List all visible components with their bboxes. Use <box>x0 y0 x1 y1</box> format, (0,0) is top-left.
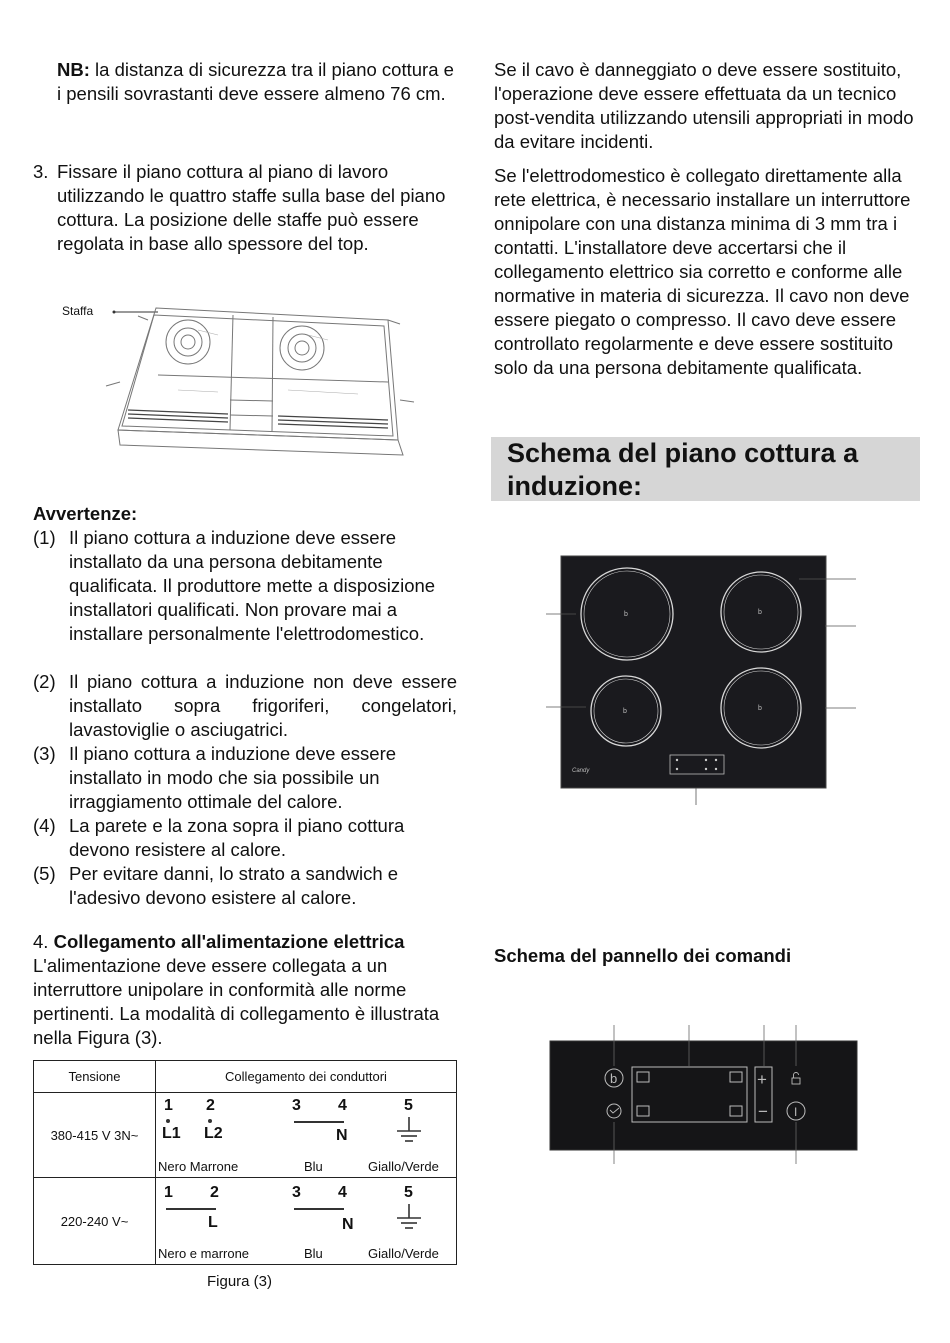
svg-text:b: b <box>758 705 762 712</box>
wire-color-label: Blu <box>304 1159 323 1174</box>
terminal-term: L1 <box>162 1125 181 1142</box>
live-bridge <box>166 1208 216 1210</box>
table-row-voltage: 220-240 V~ <box>34 1178 156 1265</box>
section-4-text: L'alimentazione deve essere collegata a un interruttore unipolare in conformità alle norme pertinenti. La modalità di collegamento è illustrata nella Figura (3). <box>33 955 440 1048</box>
hob-scheme-title: Schema del piano cottura a induzione: <box>491 437 920 501</box>
terminal-term: N <box>342 1216 354 1233</box>
table-row-wiring <box>156 1093 457 1178</box>
cable-damage-paragraph: Se il cavo è danneggiato o deve essere sostituito, l'operazione deve essere effettuata da un tecnico post-vendita utilizzando utensili appropriati in modo da evitare incidenti. <box>494 59 914 152</box>
bracket-illustration <box>58 290 428 490</box>
terminal-label: 5 <box>404 1184 413 1201</box>
neutral-bridge <box>294 1121 344 1123</box>
terminal-term: N <box>336 1127 348 1144</box>
wire-color-label: Nero Marrone <box>158 1159 239 1174</box>
table-row-voltage: 380-415 V 3N~ <box>34 1093 156 1178</box>
warning-text: Il piano cottura a induzione deve essere installato da una persona debitamente qualificata. Il produttore mette a disposizione installatori qualificati. Non provare mai a installare personalmente l'elettrodomestico. <box>69 527 436 644</box>
wire-color-label: Nero e marrone <box>158 1246 250 1261</box>
table-row-wiring <box>156 1178 457 1265</box>
terminal-term: L2 <box>204 1125 223 1142</box>
terminal-label: 5 <box>404 1097 413 1114</box>
warning-number: (1) <box>33 527 56 548</box>
hob-brand-logo: Candy <box>572 768 590 774</box>
table-header-wiring: Collegamento dei conduttori <box>156 1061 457 1093</box>
svg-text:b: b <box>624 611 628 618</box>
warning-text: Il piano cottura a induzione deve essere installato in modo che sia possibile un irraggiamento ottimale del calore. <box>69 743 397 812</box>
terminal-label: 4 <box>338 1184 347 1201</box>
nb-label: NB: <box>57 59 90 80</box>
warning-number: (3) <box>33 743 56 764</box>
hob-bottom-drawing <box>58 290 428 490</box>
wire-color-label: Blu <box>304 1246 323 1261</box>
nb-text: la distanza di sicurezza tra il piano cottura e i pensili sovrastanti deve essere almeno 76 cm. <box>57 59 454 104</box>
step-3-number: 3. <box>33 161 49 182</box>
wire-color-label: Giallo/Verde <box>368 1246 439 1261</box>
terminal-label: 4 <box>338 1097 347 1114</box>
svg-text:b: b <box>758 609 762 616</box>
figure-caption: Figura (3) <box>207 1273 273 1290</box>
warning-number: (5) <box>33 863 56 884</box>
warning-4 <box>33 814 457 862</box>
warning-text: La parete e la zona sopra il piano cottura devono resistere al calore. <box>69 815 405 860</box>
warning-5 <box>33 862 457 910</box>
terminal-dot <box>208 1119 212 1123</box>
warning-1 <box>33 526 457 646</box>
warning-number: (4) <box>33 815 56 836</box>
svg-text:−: − <box>758 1102 768 1121</box>
ground-icon <box>394 1202 424 1236</box>
warning-3 <box>33 742 457 814</box>
svg-text:b: b <box>610 1071 618 1086</box>
terminal-label: 2 <box>206 1097 215 1114</box>
control-panel-title: Schema del pannello dei comandi <box>494 945 792 966</box>
hob-diagram <box>540 550 870 810</box>
terminal-term: L <box>208 1214 218 1231</box>
step-3-text: Fissare il piano cottura al piano di lavoro utilizzando le quattro staffe sulla base del piano cottura. La posizione delle staffe può essere regolata in base allo spessore del top. <box>57 161 446 254</box>
terminal-label: 3 <box>292 1184 301 1201</box>
terminal-label: 2 <box>210 1184 219 1201</box>
svg-text:I: I <box>794 1105 798 1119</box>
warning-text: Per evitare danni, lo strato a sandwich e l'adesivo devono esistere al calore. <box>69 863 399 908</box>
section-4-heading <box>33 930 463 954</box>
terminal-label: 1 <box>164 1184 173 1201</box>
control-panel-diagram <box>540 1022 870 1167</box>
step-3 <box>33 160 457 256</box>
connection-table <box>33 1060 457 1265</box>
svg-text:+: + <box>757 1070 767 1089</box>
warning-number: (2) <box>33 671 56 692</box>
terminal-dot <box>166 1119 170 1123</box>
warnings-title: Avvertenze: <box>33 503 138 524</box>
section-4-title: Collegamento all'alimentazione elettrica <box>53 931 405 952</box>
warning-2 <box>33 670 457 742</box>
wire-color-label: Giallo/Verde <box>368 1159 439 1174</box>
warning-text: Il piano cottura a induzione non deve essere installato sopra frigoriferi, congelatori, lavastoviglie o asciugatrici. <box>69 671 457 740</box>
section-4-number: 4. <box>33 931 49 952</box>
control-panel-drawing <box>540 1022 870 1167</box>
direct-connection-paragraph: Se l'elettrodomestico è collegato direttamente alla rete elettrica, è necessario installare un interruttore onnipolare con una distanza minima di 3 mm tra i contatti. L'installatore deve accertarsi che il collegamento elettrico sia corretto e conforme alle normative in materia di sicurezza. Il cavo non deve essere piegato o compresso. Il cavo deve essere controllato regolarmente e deve essere sostituito solo da una persona debitamente qualificata. <box>494 165 911 378</box>
neutral-bridge <box>294 1208 344 1210</box>
terminal-label: 3 <box>292 1097 301 1114</box>
nb-note <box>57 58 457 106</box>
hob-top-drawing <box>540 550 870 810</box>
terminal-label: 1 <box>164 1097 173 1114</box>
svg-text:b: b <box>623 708 627 715</box>
bracket-label: Staffa <box>62 304 94 318</box>
ground-icon <box>394 1115 424 1149</box>
table-header-voltage: Tensione <box>34 1061 156 1093</box>
